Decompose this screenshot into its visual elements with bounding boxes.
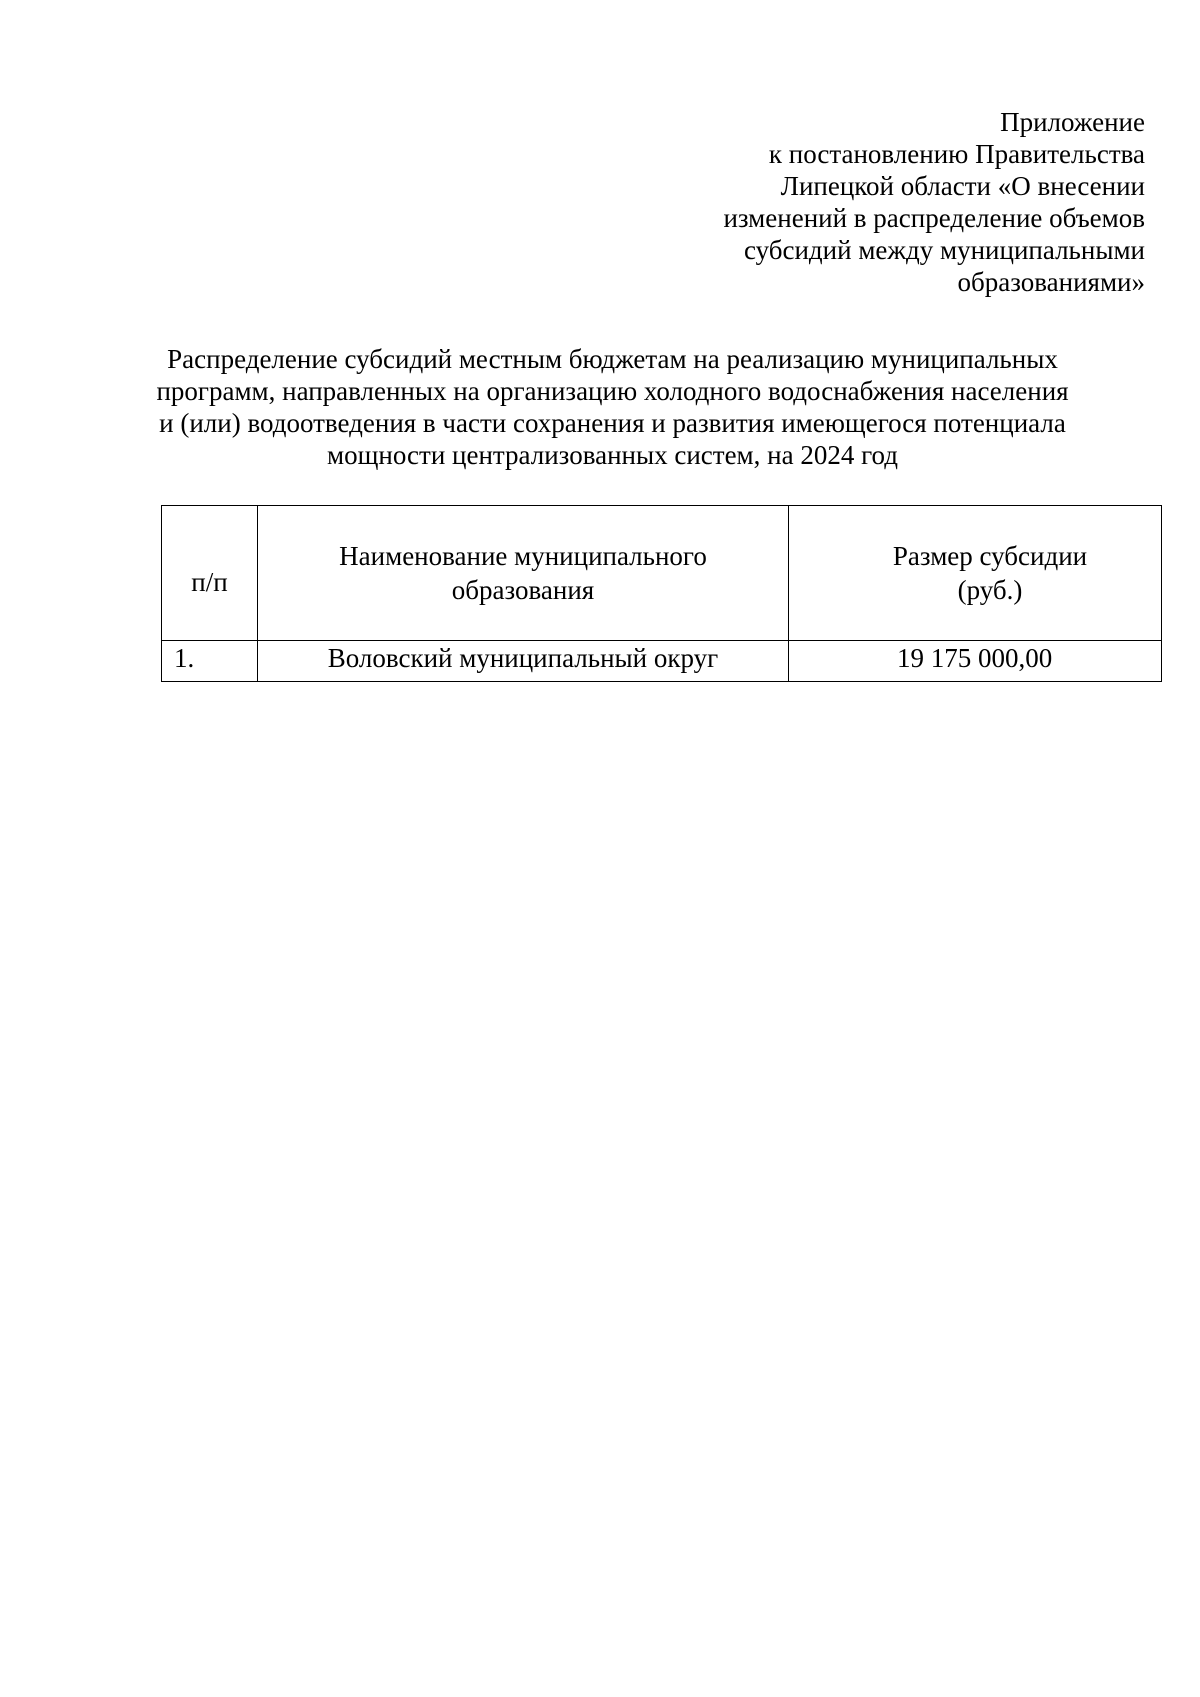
row-municipality-name: Воловский муниципальный округ bbox=[258, 641, 789, 682]
appendix-line: Липецкой области «О внесении bbox=[780, 171, 1145, 201]
title-line: и (или) водоотведения в части сохранения и развития имеющегося потенциала bbox=[159, 408, 1066, 438]
header-amount-line: Размер субсидии bbox=[892, 541, 1088, 571]
title-line: программ, направленных на организацию холодного водоснабжения населения bbox=[156, 376, 1069, 406]
header-municipality-name bbox=[258, 506, 789, 641]
appendix-line: образованиями» bbox=[957, 267, 1145, 297]
appendix-line: субсидий между муниципальными bbox=[743, 235, 1145, 265]
table-header-row bbox=[162, 506, 1162, 641]
row-number: 1. bbox=[162, 641, 258, 682]
appendix-heading bbox=[545, 106, 1145, 298]
header-subsidy-amount bbox=[789, 506, 1162, 641]
header-name-line: Наименование муниципального bbox=[339, 541, 707, 571]
header-number: п/п bbox=[162, 506, 258, 641]
header-amount-line: (руб.) bbox=[957, 575, 1023, 605]
appendix-line: изменений в распределение объемов bbox=[723, 203, 1145, 233]
document-title bbox=[150, 343, 1075, 471]
row-subsidy-amount: 19 175 000,00 bbox=[789, 641, 1162, 682]
appendix-line: Приложение bbox=[1000, 107, 1145, 137]
appendix-line: к постановлению Правительства bbox=[768, 139, 1145, 169]
subsidy-table bbox=[161, 505, 1162, 682]
title-line: мощности централизованных систем, на 2024 год bbox=[327, 440, 898, 470]
table-row bbox=[162, 641, 1162, 682]
header-name-line: образования bbox=[451, 575, 595, 605]
title-line: Распределение субсидий местным бюджетам на реализацию муниципальных bbox=[167, 344, 1058, 374]
